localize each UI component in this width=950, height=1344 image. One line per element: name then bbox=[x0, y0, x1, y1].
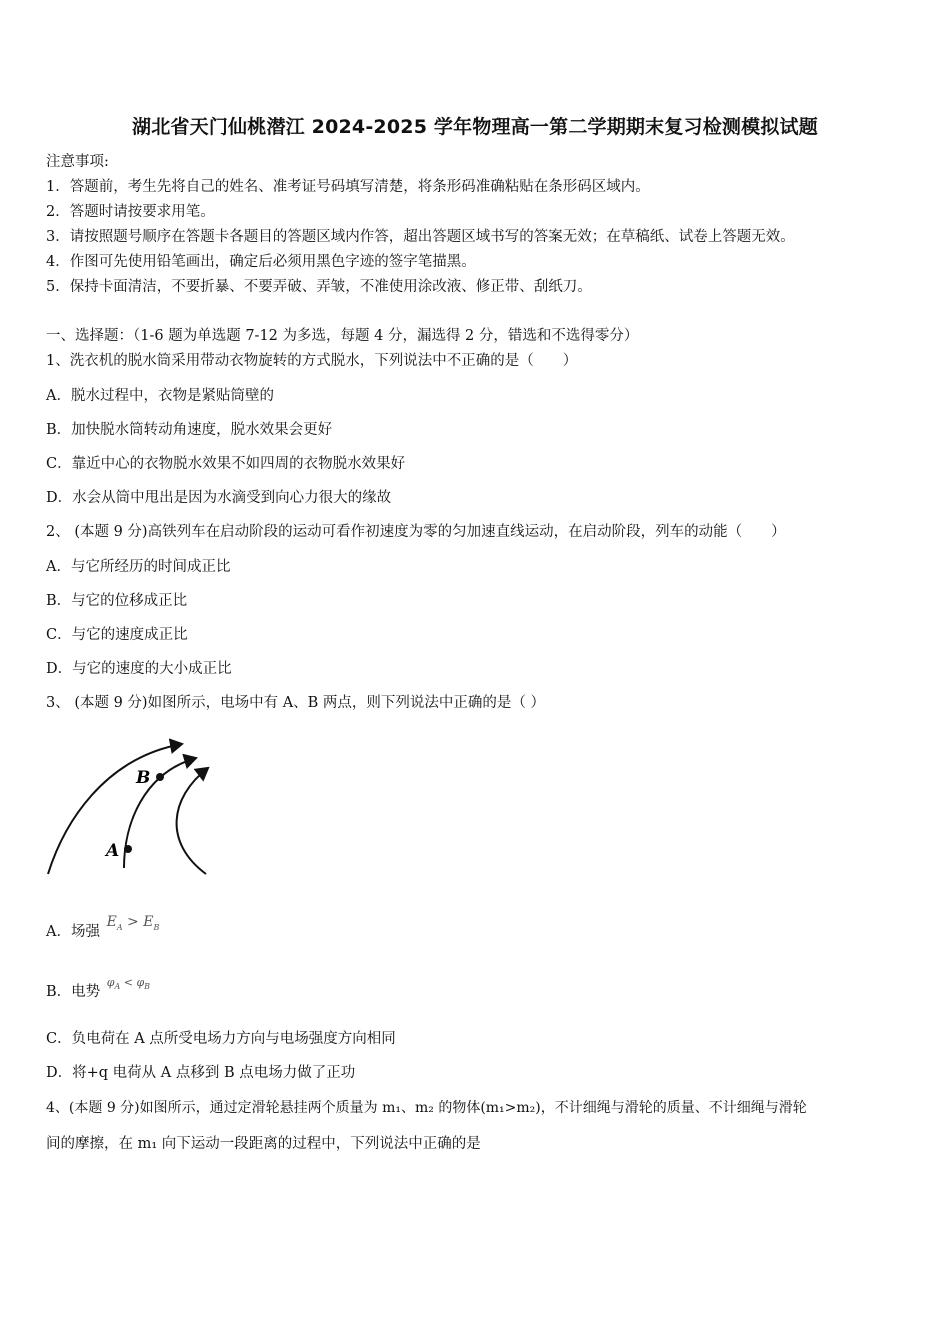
notice-item-1: 1．答题前，考生先将自己的姓名、准考证号码填写清楚，将条形码准确粘贴在条形码区域内。 bbox=[46, 179, 650, 195]
q2-stem: 2、 (本题 9 分)高铁列车在启动阶段的运动可看作初速度为零的匀加速直线运动，在启动阶段，列车的动能（ ） bbox=[46, 524, 786, 540]
q4-stem-line-2: 间的摩擦，在 m₁ 向下运动一段距离的过程中，下列说法中正确的是 bbox=[46, 1136, 481, 1152]
q1-option-c: C．靠近中心的衣物脱水效果不如四周的衣物脱水效果好 bbox=[46, 456, 406, 472]
notice-item-3: 3．请按照题号顺序在答题卡各题目的答题区域内作答，超出答题区域书写的答案无效；在草稿纸、试卷上答题无效。 bbox=[46, 229, 795, 245]
q3-option-a bbox=[46, 914, 160, 948]
q3-option-c: C．负电荷在 A 点所受电场力方向与电场强度方向相同 bbox=[46, 1031, 396, 1047]
q3-option-b-formula bbox=[106, 976, 151, 992]
page-title: 湖北省天门仙桃潜江 2024-2025 学年物理高一第二学期期末复习检测模拟试题 bbox=[132, 116, 818, 138]
q1-option-b: B．加快脱水筒转动角速度，脱水效果会更好 bbox=[46, 422, 333, 438]
section-heading: 一、选择题：（1-6 题为单选题 7-12 为多选，每题 4 分，漏选得 2 分，错选和不选得零分） bbox=[46, 328, 639, 344]
q3-option-b-prefix: B．电势 bbox=[46, 984, 101, 1000]
q3-option-d: D．将+q 电荷从 A 点移到 B 点电场力做了正功 bbox=[46, 1065, 356, 1081]
field-symbol: E bbox=[143, 914, 154, 930]
field-symbol: E bbox=[106, 914, 117, 930]
notice-item-4: 4．作图可先使用铅笔画出，确定后必须用黑色字迹的签字笔描黑。 bbox=[46, 254, 476, 270]
q2-option-b: B．与它的位移成正比 bbox=[46, 593, 188, 609]
q1-stem: 1、洗衣机的脱水筒采用带动衣物旋转的方式脱水，下列说法中不正确的是（ ） bbox=[46, 353, 578, 369]
label-b: B bbox=[136, 768, 151, 788]
comparison-op: < bbox=[120, 976, 137, 989]
electric-field-figure bbox=[44, 728, 219, 878]
point-a bbox=[124, 845, 132, 853]
q1-option-a: A．脱水过程中，衣物是紧贴筒壁的 bbox=[46, 388, 274, 404]
q1-option-d: D．水会从筒中甩出是因为水滴受到向心力很大的缘故 bbox=[46, 490, 392, 506]
subscript-a: A bbox=[114, 982, 121, 992]
notice-item-5: 5．保持卡面清洁，不要折暴、不要弄破、弄皱，不准使用涂改液、修正带、刮纸刀。 bbox=[46, 279, 592, 295]
notice-heading: 注意事项: bbox=[46, 154, 109, 170]
q3-option-a-formula bbox=[107, 914, 160, 930]
subscript-a: A bbox=[116, 922, 123, 932]
q4-stem-line-1: 4、(本题 9 分)如图所示，通过定滑轮悬挂两个质量为 m₁、m₂ 的物体(m₁>m₂)，不计细绳与滑轮的质量、不计细绳与滑轮 bbox=[46, 1100, 807, 1116]
point-b bbox=[156, 773, 164, 781]
label-a: A bbox=[106, 841, 120, 861]
q2-option-d: D．与它的速度的大小成正比 bbox=[46, 661, 232, 677]
subscript-b: B bbox=[144, 982, 151, 992]
q2-option-c: C．与它的速度成正比 bbox=[46, 627, 188, 643]
notice-item-2: 2．答题时请按要求用笔。 bbox=[46, 204, 215, 220]
q2-option-a: A．与它所经历的时间成正比 bbox=[46, 559, 231, 575]
comparison-op: > bbox=[122, 914, 144, 930]
q3-option-b bbox=[46, 976, 151, 1007]
q3-option-a-prefix: A．场强 bbox=[46, 924, 100, 940]
potential-symbol: φ bbox=[136, 976, 145, 989]
field-line-3 bbox=[177, 768, 208, 874]
q3-stem: 3、 (本题 9 分)如图所示，电场中有 A、B 两点，则下列说法中正确的是（ ） bbox=[46, 695, 546, 711]
potential-symbol: φ bbox=[106, 976, 115, 989]
subscript-b: B bbox=[153, 922, 160, 932]
